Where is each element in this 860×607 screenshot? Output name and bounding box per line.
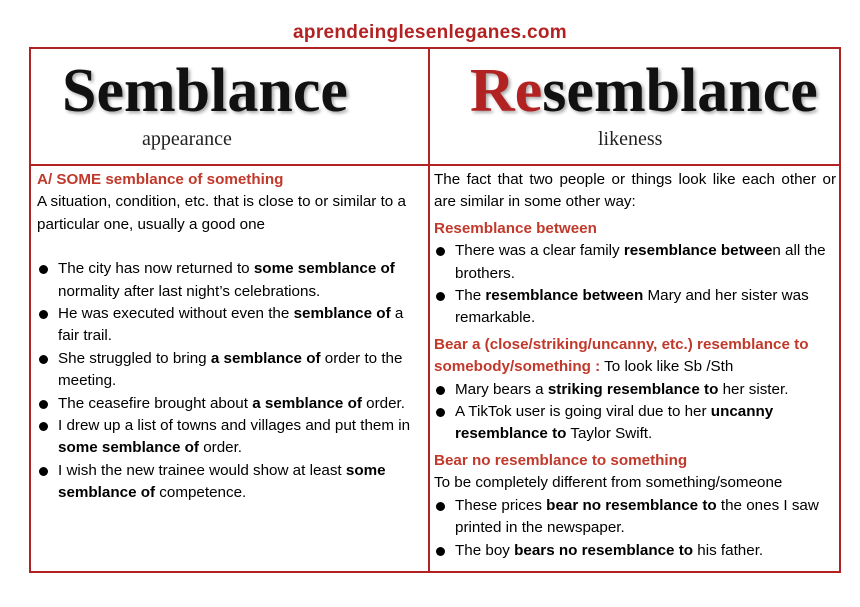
list-item: The boy bears no resemblance to his father. xyxy=(434,540,836,562)
section-heading: A/ SOME semblance of something xyxy=(37,171,284,188)
bullet-icon xyxy=(39,355,48,364)
list-item: I drew up a list of towns and villages and put them in some semblance of order. xyxy=(37,415,425,460)
definition: To be completely different from something/someone xyxy=(434,474,783,492)
bullet-icon xyxy=(436,386,445,395)
meaning-resemblance: likeness xyxy=(598,128,663,150)
meaning-semblance: appearance xyxy=(142,128,232,150)
bullet-icon xyxy=(39,467,48,476)
header-divider xyxy=(29,164,841,166)
bullet-icon xyxy=(39,422,48,431)
bullet-icon xyxy=(436,292,445,301)
bullet-icon xyxy=(436,247,445,256)
list-item: I wish the new trainee would show at least some semblance of competence. xyxy=(37,460,425,505)
list-item: The resemblance between Mary and her sister was remarkable. xyxy=(434,285,836,330)
list-item: These prices bear no resemblance to the ones I saw printed in the newspaper. xyxy=(434,495,836,540)
list-item: She struggled to bring a semblance of order to the meeting. xyxy=(37,348,425,393)
intro-definition: The fact that two people or things look like each other or are similar in some other way: xyxy=(434,171,836,211)
column-divider xyxy=(428,47,430,573)
word-prefix: Re xyxy=(470,57,543,125)
bullet-icon xyxy=(39,400,48,409)
resemblance-column xyxy=(434,169,836,562)
site-title: aprendeinglesenleganes.com xyxy=(293,22,567,43)
section-heading: Resemblance between xyxy=(434,219,597,237)
list-item: There was a clear family resemblance between all the brothers. xyxy=(434,240,836,285)
list-item: The city has now returned to some semblance of normality after last night’s celebrations. xyxy=(37,258,425,303)
bullet-icon xyxy=(436,408,445,417)
list-item: The ceasefire brought about a semblance of order. xyxy=(37,393,425,415)
bullet-icon xyxy=(39,265,48,274)
bullet-icon xyxy=(39,310,48,319)
bullet-icon xyxy=(436,547,445,556)
word-semblance: Semblance xyxy=(62,57,348,125)
list-item: A TikTok user is going viral due to her uncanny resemblance to Taylor Swift. xyxy=(434,401,836,446)
semblance-column xyxy=(37,169,425,505)
word-resemblance xyxy=(470,55,818,127)
bullet-icon xyxy=(436,502,445,511)
word-rest: semblance xyxy=(542,57,818,125)
definition: A situation, condition, etc. that is close to or similar to a particular one, usually a good one xyxy=(37,193,406,233)
section-heading: Bear no resemblance to something xyxy=(434,451,688,469)
section-heading-with-note: Bear a (close/striking/uncanny, etc.) resemblance to somebody/something : To look like Sb /Sth xyxy=(434,335,809,376)
list-item: He was executed without even the semblance of a fair trail. xyxy=(37,303,425,348)
list-item: Mary bears a striking resemblance to her sister. xyxy=(434,379,836,401)
